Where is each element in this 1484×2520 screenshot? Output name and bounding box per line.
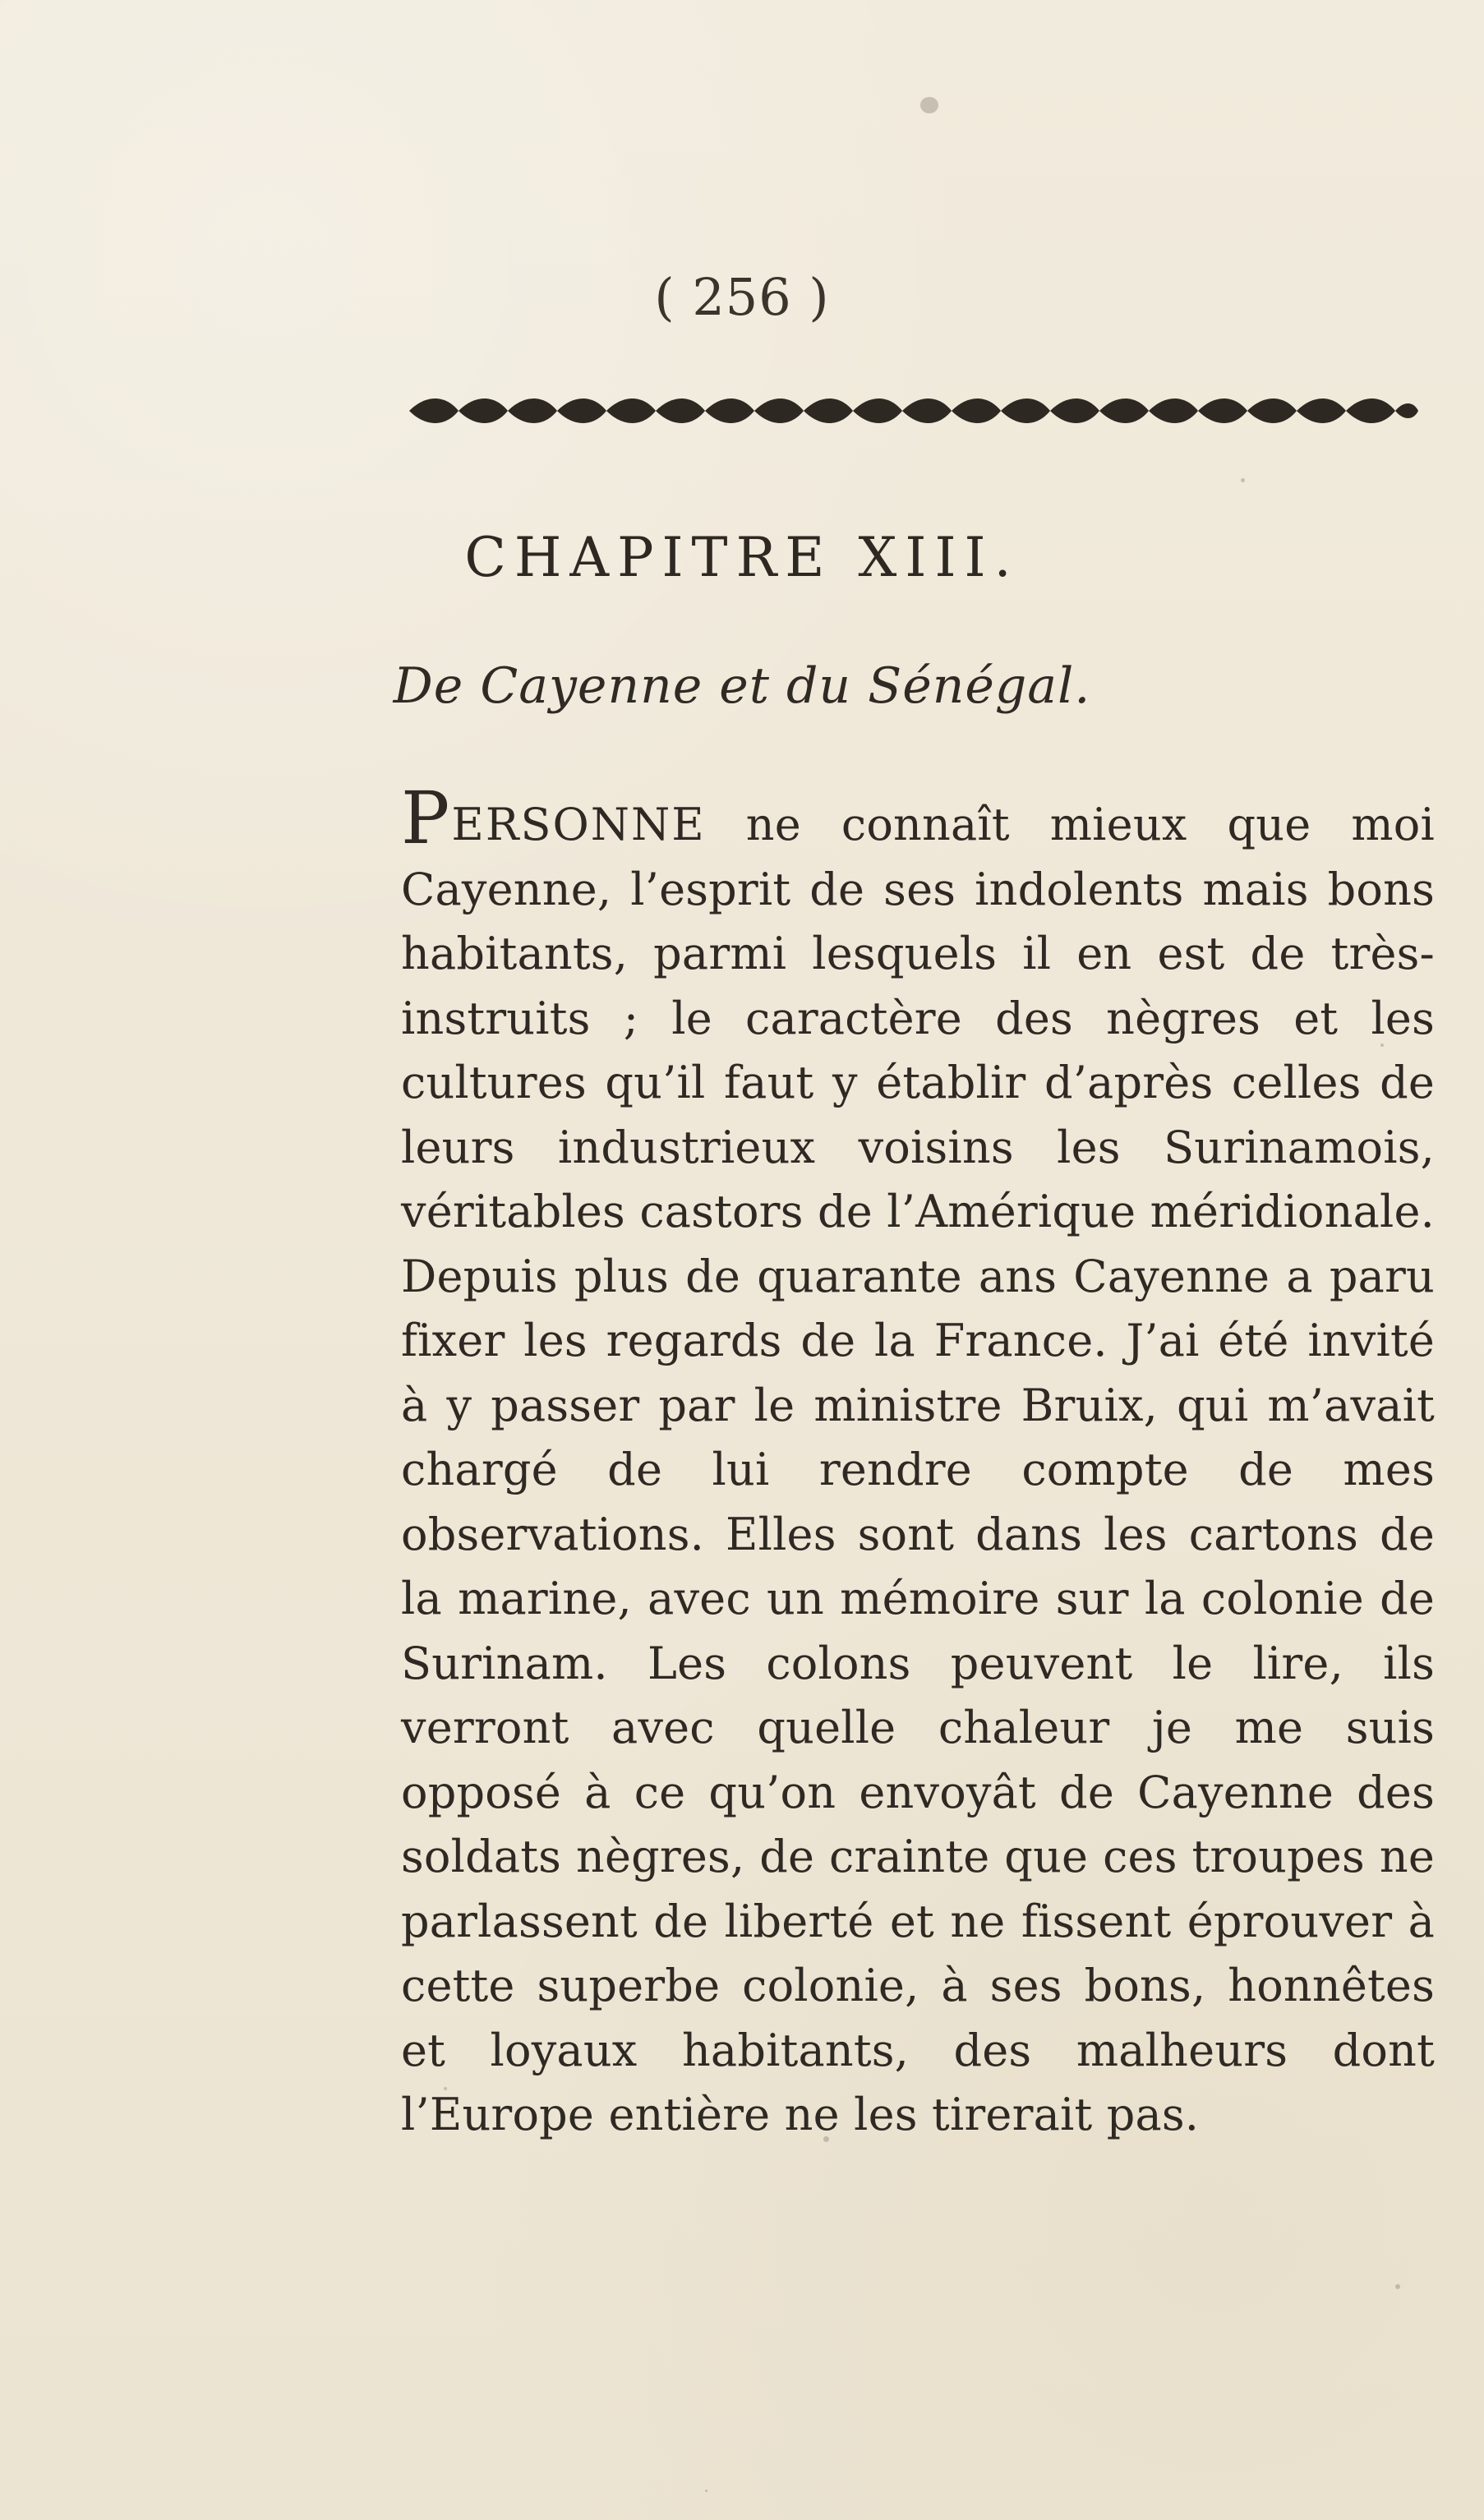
paper-speck — [1395, 2284, 1400, 2289]
chapter-body — [401, 776, 1435, 2148]
paper-speck — [920, 97, 938, 113]
lead-initial: P — [401, 776, 450, 861]
paper-speck — [1241, 478, 1245, 482]
lead-smallcaps: ERSONNE — [451, 799, 706, 850]
chapter-title: CHAPITRE XIII. — [464, 526, 1020, 589]
chapter-subtitle: De Cayenne et du Sénégal. — [393, 657, 1091, 715]
page-number: ( 256 ) — [654, 267, 830, 327]
body-paragraph — [401, 776, 1435, 2148]
decorative-rule-icon — [409, 386, 1418, 435]
paper-speck — [705, 2490, 707, 2492]
paragraph-text: ne connaît mieux que moi Cayenne, l’esprit de ses indolents mais bons habitants, parmi lesquels il en est de très-instruits ; le caractère des nègres et les cultures qu’il faut y établir d’après celles de leurs industrieux voisins les Surinamois, véritables castors de l’Amérique méridionale. Depuis plus de quarante ans Cayenne a paru fixer les regards de la France. J’ai été invité à y passer par le ministre Bruix, qui m’avait chargé de lui rendre compte de mes observations. Elles sont dans les cartons de la marine, avec un mémoire sur la colonie de Surinam. Les colons peuvent le lire, ils verront avec quelle chaleur je me suis opposé à ce qu’on envoyât de Cayenne des soldats nègres, de crainte que ces troupes ne parlassent de liberté et ne fissent éprouver à cette superbe colonie, à ses bons, honnêtes et loyaux habitants, des malheurs dont l’Europe entière ne les tirerait pas. — [401, 799, 1435, 2140]
